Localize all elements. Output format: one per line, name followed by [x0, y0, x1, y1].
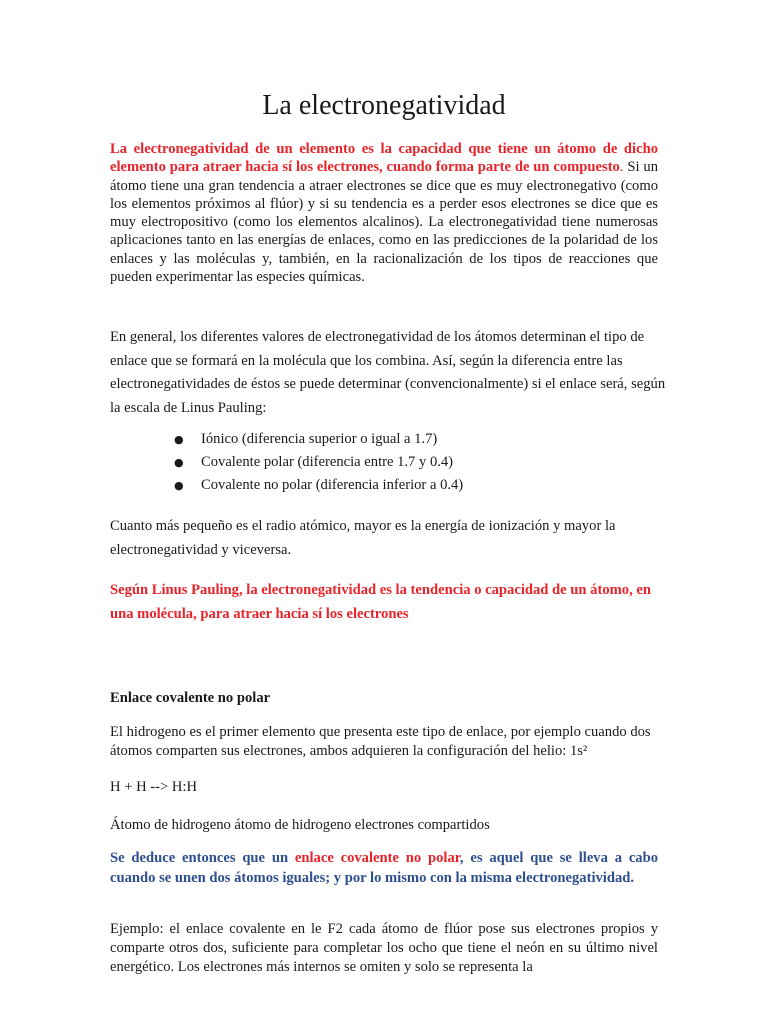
bullet-icon: ● — [174, 479, 184, 492]
atomic-radius-paragraph: Cuanto más pequeño es el radio atómico, mayor es la energía de ionización y mayor la electronegatividad y viceversa. — [110, 518, 616, 558]
section-heading: Enlace covalente no polar — [110, 690, 271, 706]
list-item — [174, 474, 463, 497]
bullet-icon: ● — [174, 433, 184, 446]
definition-paragraph — [110, 140, 658, 286]
conclusion-part1: Se deduce entonces que un — [110, 850, 295, 866]
list-item — [174, 428, 463, 451]
list-item-text: Iónico (diferencia superior o igual a 1.7) — [201, 431, 438, 447]
equation-caption: Átomo de hidrogeno átomo de hidrogeno electrones compartidos — [110, 817, 490, 833]
definition-period: . — [619, 159, 624, 176]
definition-body: Si un átomo tiene una gran tendencia a atraer electrones se dice que es muy electronegativo (como los elementos próximos al flúor) y si su tendencia es a perder esos electrones se dice que es muy electropositivo (como los elementos alcalinos). La electronegatividad tiene numerosas aplicaciones tanto en las energías de enlaces, como en las predicciones de la polaridad de los enlaces y las moléculas y, también, en la racionalización de los tipos de reacciones que pueden experimentar las especies químicas. — [110, 159, 658, 286]
definition-highlight: La electronegatividad de un elemento es la capacidad que tiene un átomo de dicho elemento para atraer hacia sí los electrones, cuando forma parte de un compuesto — [110, 141, 658, 176]
list-item-text: Covalente no polar (diferencia inferior a 0.4) — [201, 477, 464, 493]
hydrogen-equation: H + H --> H:H — [110, 779, 197, 795]
conclusion-paragraph — [110, 849, 658, 888]
list-item — [174, 451, 463, 474]
fluorine-example-paragraph: Ejemplo: el enlace covalente en le F2 cada átomo de flúor pose sus electrones propios y comparte otros dos, suficiente para completar los ocho que tiene el neón en su último nivel energético. Los electrones más internos se omiten y solo se representa la — [110, 921, 658, 975]
bullet-icon: ● — [174, 456, 184, 469]
bond-type-list — [174, 428, 463, 497]
conclusion-highlight: enlace covalente no polar — [294, 850, 460, 866]
pauling-definition: Según Linus Pauling, la electronegatividad es la tendencia o capacidad de un átomo, en una molécula, para atraer hacia sí los electrones — [110, 582, 651, 622]
hydrogen-paragraph: El hidrogeno es el primer elemento que presenta este tipo de enlace, por ejemplo cuando dos átomos comparten sus electrones, ambos adquieren la configuración del helio: 1s² — [110, 724, 651, 759]
bond-type-paragraph: En general, los diferentes valores de electronegatividad de los átomos determinan el tipo de enlace que se formará en la molécula que los combina. Así, según la diferencia entre las electronegatividades de éstos se puede determinar (convencionalmente) si el enlace será, según la escala de Linus Pauling: — [110, 329, 666, 416]
list-item-text: Covalente polar (diferencia entre 1.7 y 0.4) — [201, 454, 454, 470]
page-title: La electronegatividad — [262, 90, 506, 121]
conclusion-part3: , es aquel que se lleva a cabo cuando se unen dos átomos iguales; y por lo mismo con la misma electronegatividad. — [110, 850, 659, 886]
